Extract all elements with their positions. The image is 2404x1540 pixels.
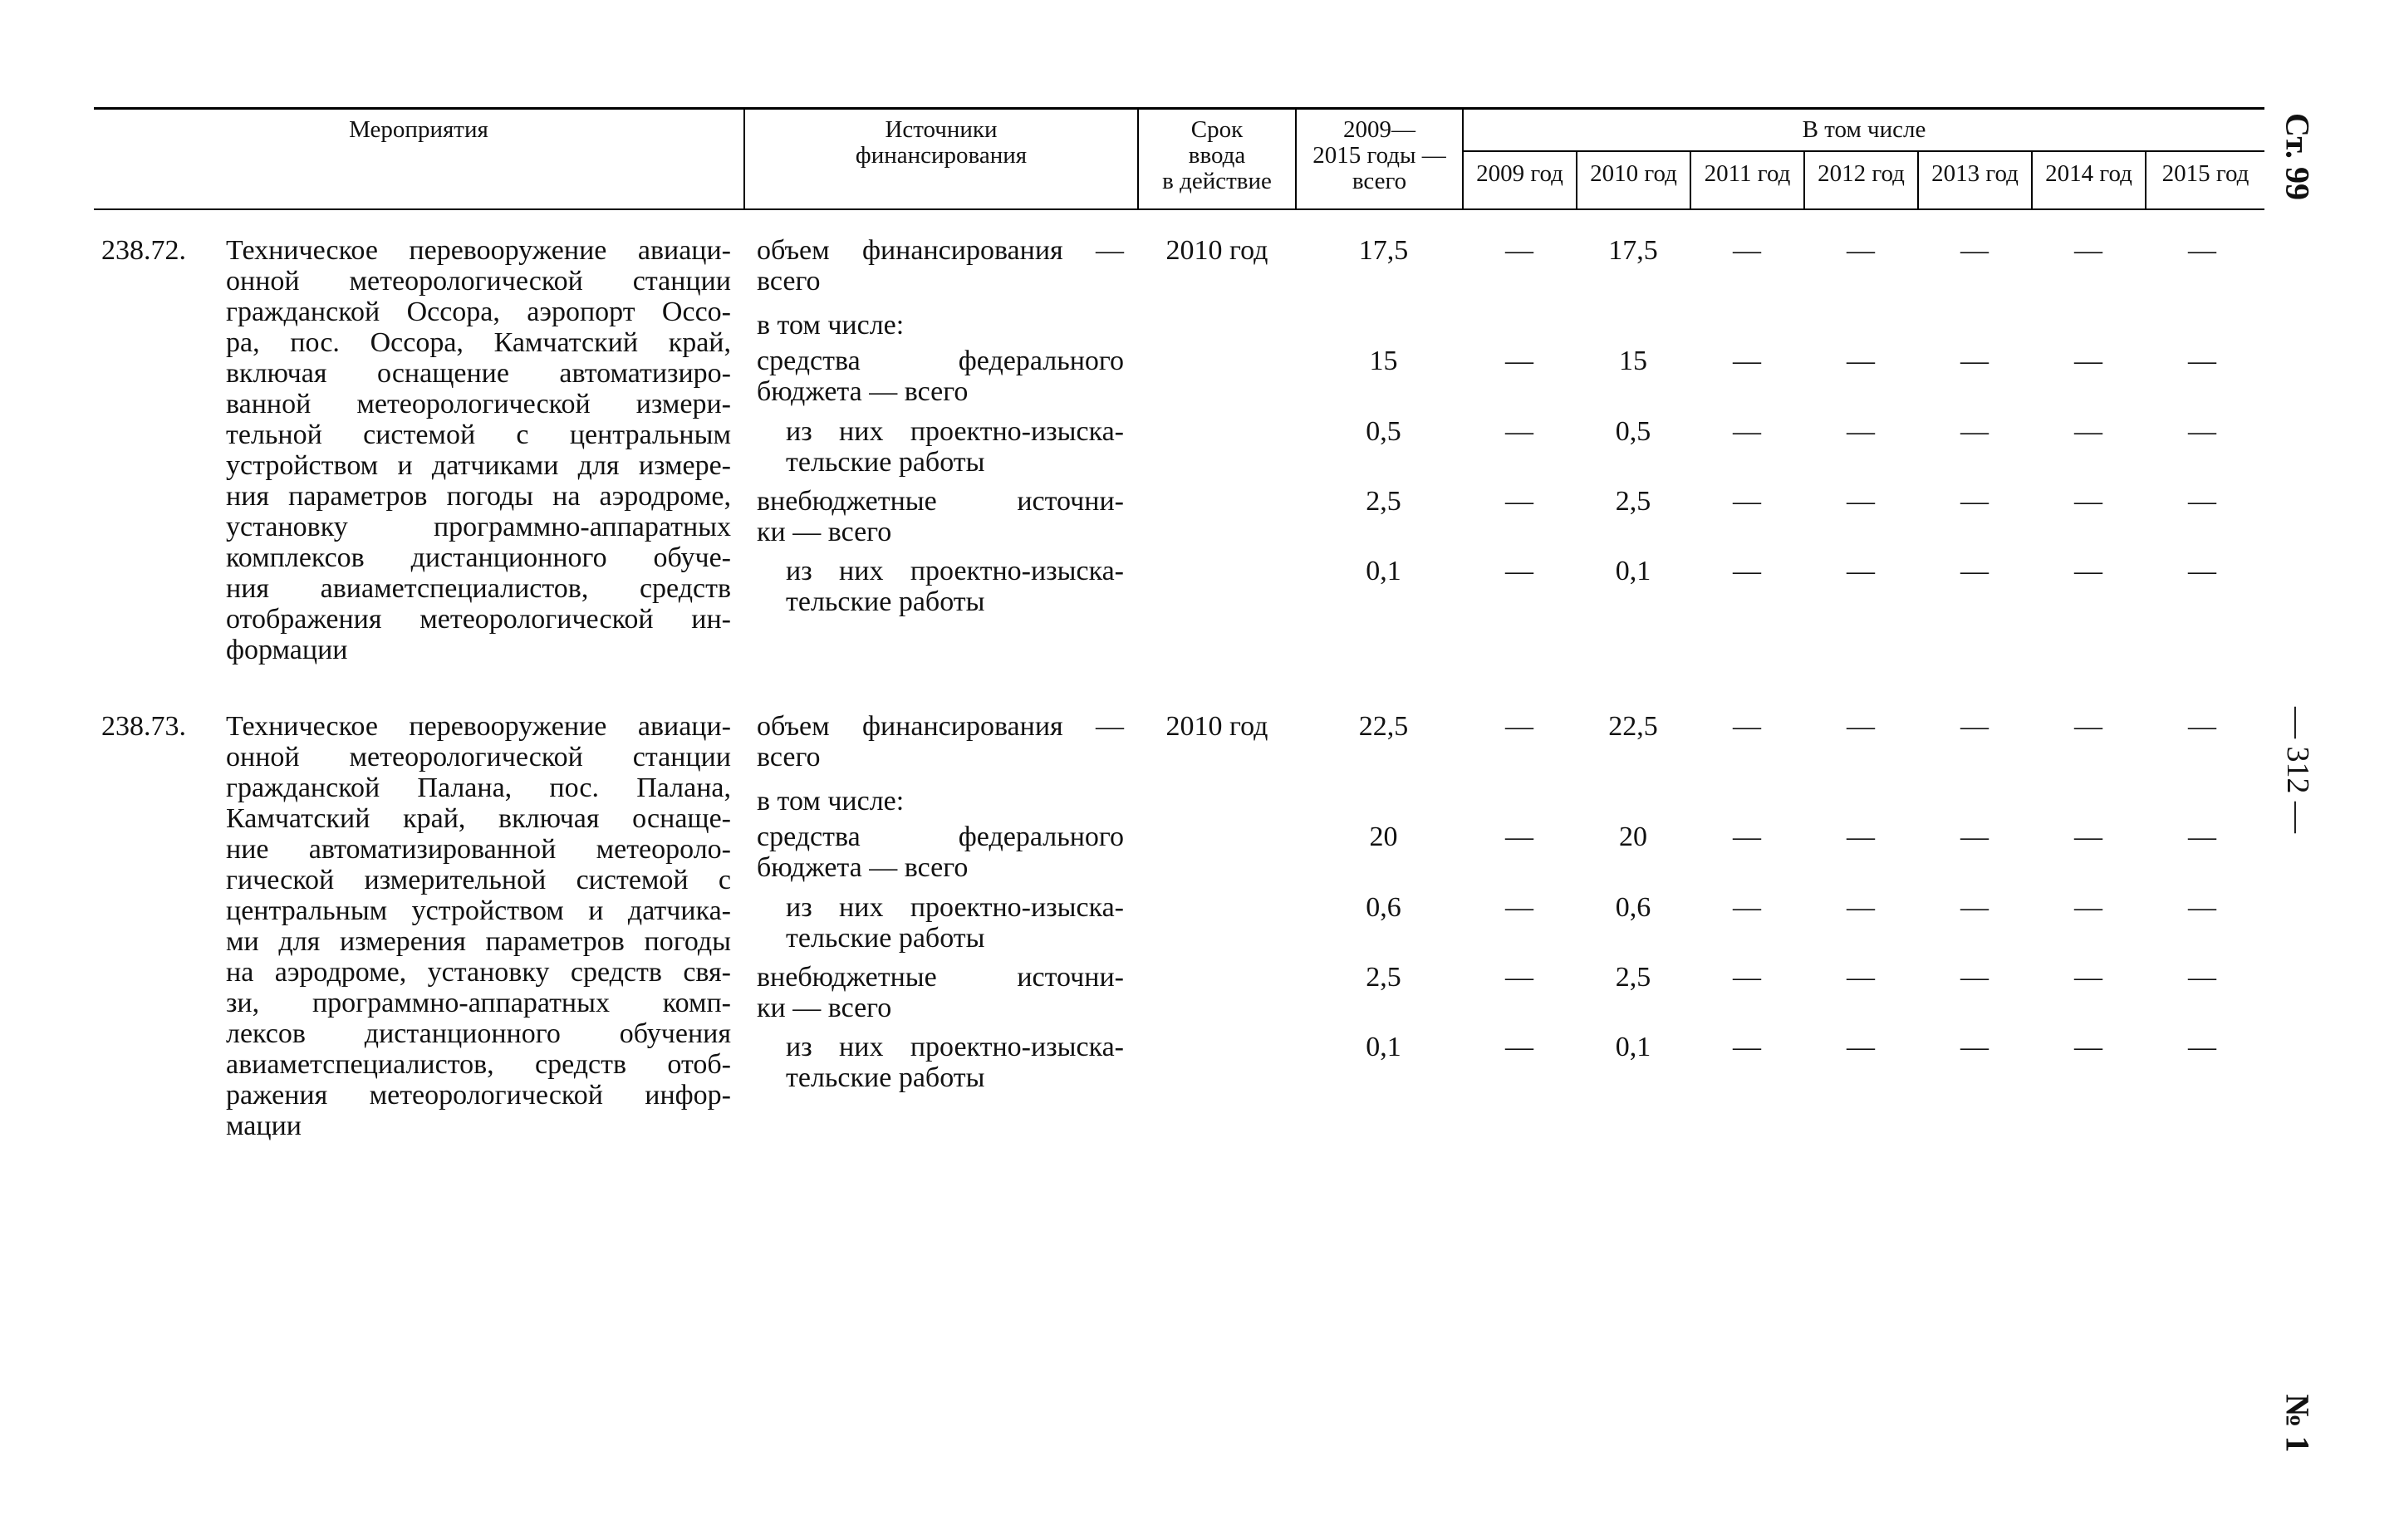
description-line: комплексов дистанционного обуче- [226,542,731,573]
year-value: — [2074,346,2102,376]
total-value: 0,6 [1366,892,1401,923]
source-item [786,416,1124,478]
source-item [757,310,1124,341]
header-year-2014: 2014 год [2045,160,2132,187]
year-value: — [2188,892,2216,923]
description-line: гической измерительной системой с [226,865,731,895]
year-value: — [1505,235,1533,266]
source-line: из них проектно-изыска- [786,416,1124,447]
description-line: тельной системой с центральным [226,419,731,450]
source-item [786,892,1124,954]
source-line: внебюджетные источни- [757,962,1124,993]
description-line: устройством и датчиками для измере- [226,450,731,481]
source-item [757,486,1124,547]
source-line: тельские работы [786,447,985,478]
year-value: — [1733,556,1761,586]
year-value: — [1505,821,1533,852]
description-line: мации [226,1111,302,1141]
year-value: 0,1 [1615,556,1651,586]
description-line: ния параметров погоды на аэродроме, [226,481,731,512]
year-value: — [2188,556,2216,586]
year-value: — [1847,486,1875,517]
header-year-2013: 2013 год [1931,160,2019,187]
header-top-rule [94,107,2264,110]
year-value: — [1960,416,1989,447]
year-value: — [1505,556,1533,586]
year-value: — [2074,962,2102,993]
description-line: гражданской Оссора, аэропорт Оссо- [226,297,731,327]
description-line: Техническое перевооружение авиаци- [226,711,731,742]
source-item [757,346,1124,407]
source-line: объем финансирования — [757,711,1124,742]
total-value: 17,5 [1358,235,1409,266]
year-value: — [1505,1032,1533,1062]
source-item [757,786,1124,817]
description-line: Камчатский край, включая оснаще- [226,803,731,834]
year-value: 0,1 [1615,1032,1651,1062]
row-term: 2010 год [1165,711,1268,742]
header-term-line: ввода [1188,142,1246,169]
source-item [786,556,1124,617]
year-value: — [1733,711,1761,742]
year-value: — [1847,416,1875,447]
row-number: 238.72. [101,235,186,266]
header-sources-line: Источники [885,116,998,143]
header-sources-line: финансирования [855,142,1028,169]
header-sources [745,117,1137,169]
row-number: 238.73. [101,711,186,742]
description-line: гражданской Палана, пос. Палана, [226,772,731,803]
source-line: объем финансирования — [757,235,1124,266]
year-value: — [1505,962,1533,993]
total-value: 0,1 [1366,556,1401,586]
source-item [757,235,1124,297]
header-year-2012: 2012 год [1818,160,1905,187]
year-value: — [2074,556,2102,586]
year-value: 2,5 [1615,486,1651,517]
source-line: из них проектно-изыска- [786,556,1124,586]
year-value: — [2188,962,2216,993]
year-value: 2,5 [1615,962,1651,993]
description-line: центральным устройством и датчика- [226,895,731,926]
year-value: — [2188,416,2216,447]
description-line: отображения метеорологической ин- [226,604,731,635]
header-measures: Мероприятия [349,116,488,143]
year-value: — [1847,1032,1875,1062]
source-line: тельские работы [786,923,985,954]
source-line: в том числе: [757,786,905,817]
header-year-2015: 2015 год [2161,160,2249,187]
header-total [1297,117,1462,194]
description-line: ванной метеорологической измери- [226,389,731,419]
description-line: ния авиаметспециалистов, средств [226,573,731,604]
year-value: — [1960,892,1989,923]
row-term: 2010 год [1165,235,1268,266]
year-value: 0,5 [1615,416,1651,447]
year-value: — [2074,1032,2102,1062]
year-value: — [1505,711,1533,742]
year-value: — [1505,416,1533,447]
year-value: — [1847,962,1875,993]
header-bottom-rule [94,208,2264,210]
year-value: — [2188,346,2216,376]
description-line: ние автоматизированной метеороло- [226,834,731,865]
description-line: включая оснащение автоматизиро- [226,358,731,389]
year-value: 15 [1619,346,1647,376]
source-line: средства федерального [757,346,1124,376]
year-value: 17,5 [1608,235,1658,266]
year-value: — [1847,235,1875,266]
source-line: из них проектно-изыска- [786,1032,1124,1062]
year-value: — [1733,235,1761,266]
year-value: — [1733,1032,1761,1062]
header-including: В том числе [1802,116,1926,143]
year-value: — [2074,821,2102,852]
year-value: — [1847,821,1875,852]
header-year-2011: 2011 год [1704,160,1791,187]
year-value: — [1960,235,1989,266]
year-value: — [1733,346,1761,376]
year-value: — [1847,892,1875,923]
year-value: — [1847,556,1875,586]
row-description [226,711,731,1141]
year-value: — [1733,962,1761,993]
article-number: Ст. 99 [2279,113,2317,200]
year-value: — [1505,486,1533,517]
header-year-2009: 2009 год [1476,160,1563,187]
source-line: из них проектно-изыска- [786,892,1124,923]
source-line: тельские работы [786,1062,985,1093]
header-total-line: 2015 годы — [1312,142,1446,169]
year-value: — [2074,892,2102,923]
description-line: ражения метеорологической инфор- [226,1080,731,1111]
source-line: внебюджетные источни- [757,486,1124,517]
row-description [226,235,731,665]
total-value: 2,5 [1366,486,1401,517]
year-value: — [1960,821,1989,852]
description-line: зи, программно-аппаратных комп- [226,988,731,1018]
year-value: — [1733,892,1761,923]
description-line: Техническое перевооружение авиаци- [226,235,731,266]
year-value: — [1960,962,1989,993]
year-value: — [2188,1032,2216,1062]
total-value: 2,5 [1366,962,1401,993]
total-value: 15 [1369,346,1398,376]
year-value: — [1960,1032,1989,1062]
description-line: авиаметспециалистов, средств отоб- [226,1049,731,1080]
source-line: всего [757,266,821,297]
description-line: формации [226,635,348,665]
year-value: — [2074,416,2102,447]
year-value: — [1733,416,1761,447]
total-value: 20 [1369,821,1398,852]
description-line: ми для измерения параметров погоды [226,926,731,957]
description-line: на аэродроме, установку средств свя- [226,957,731,988]
year-value: — [1505,346,1533,376]
source-line: бюджета — всего [757,376,969,407]
year-value: — [2188,821,2216,852]
source-line: тельские работы [786,586,985,617]
header-term-line: в действие [1162,168,1272,194]
header-term [1139,117,1295,194]
year-value: — [1960,346,1989,376]
description-line: онной метеорологической станции [226,742,731,772]
source-line: бюджета — всего [757,852,969,883]
source-item [757,711,1124,772]
source-line: в том числе: [757,310,905,341]
total-value: 0,5 [1366,416,1401,447]
year-value: — [1847,346,1875,376]
year-value: — [1847,711,1875,742]
year-value: 20 [1619,821,1647,852]
source-item [786,1032,1124,1093]
year-value: — [2188,711,2216,742]
year-value: — [1505,892,1533,923]
header-term-line: Срок [1190,116,1244,143]
header-total-line: 2009— [1343,116,1415,143]
source-line: средства федерального [757,821,1124,852]
year-value: — [1960,486,1989,517]
year-value: — [1733,486,1761,517]
total-value: 0,1 [1366,1032,1401,1062]
year-value: 0,6 [1615,892,1651,923]
header-total-line: всего [1352,168,1407,194]
page-number: — 312 — [2280,707,2315,833]
year-value: — [1960,711,1989,742]
description-line: ра, пос. Оссора, Камчатский край, [226,327,731,358]
header-year-2010: 2010 год [1590,160,1677,187]
source-line: ки — всего [757,993,892,1023]
year-value: — [2074,711,2102,742]
description-line: установку программно-аппаратных [226,512,731,542]
total-value: 22,5 [1358,711,1409,742]
year-value: — [1960,556,1989,586]
source-line: всего [757,742,821,772]
year-value: — [1733,821,1761,852]
description-line: лексов дистанционного обучения [226,1018,731,1049]
year-value: — [2188,486,2216,517]
year-value: 22,5 [1608,711,1658,742]
source-item [757,821,1124,883]
year-value: — [2188,235,2216,266]
year-value: — [2074,486,2102,517]
issue-number: № 1 [2279,1394,2317,1453]
description-line: онной метеорологической станции [226,266,731,297]
source-line: ки — всего [757,517,892,547]
year-value: — [2074,235,2102,266]
source-item [757,962,1124,1023]
